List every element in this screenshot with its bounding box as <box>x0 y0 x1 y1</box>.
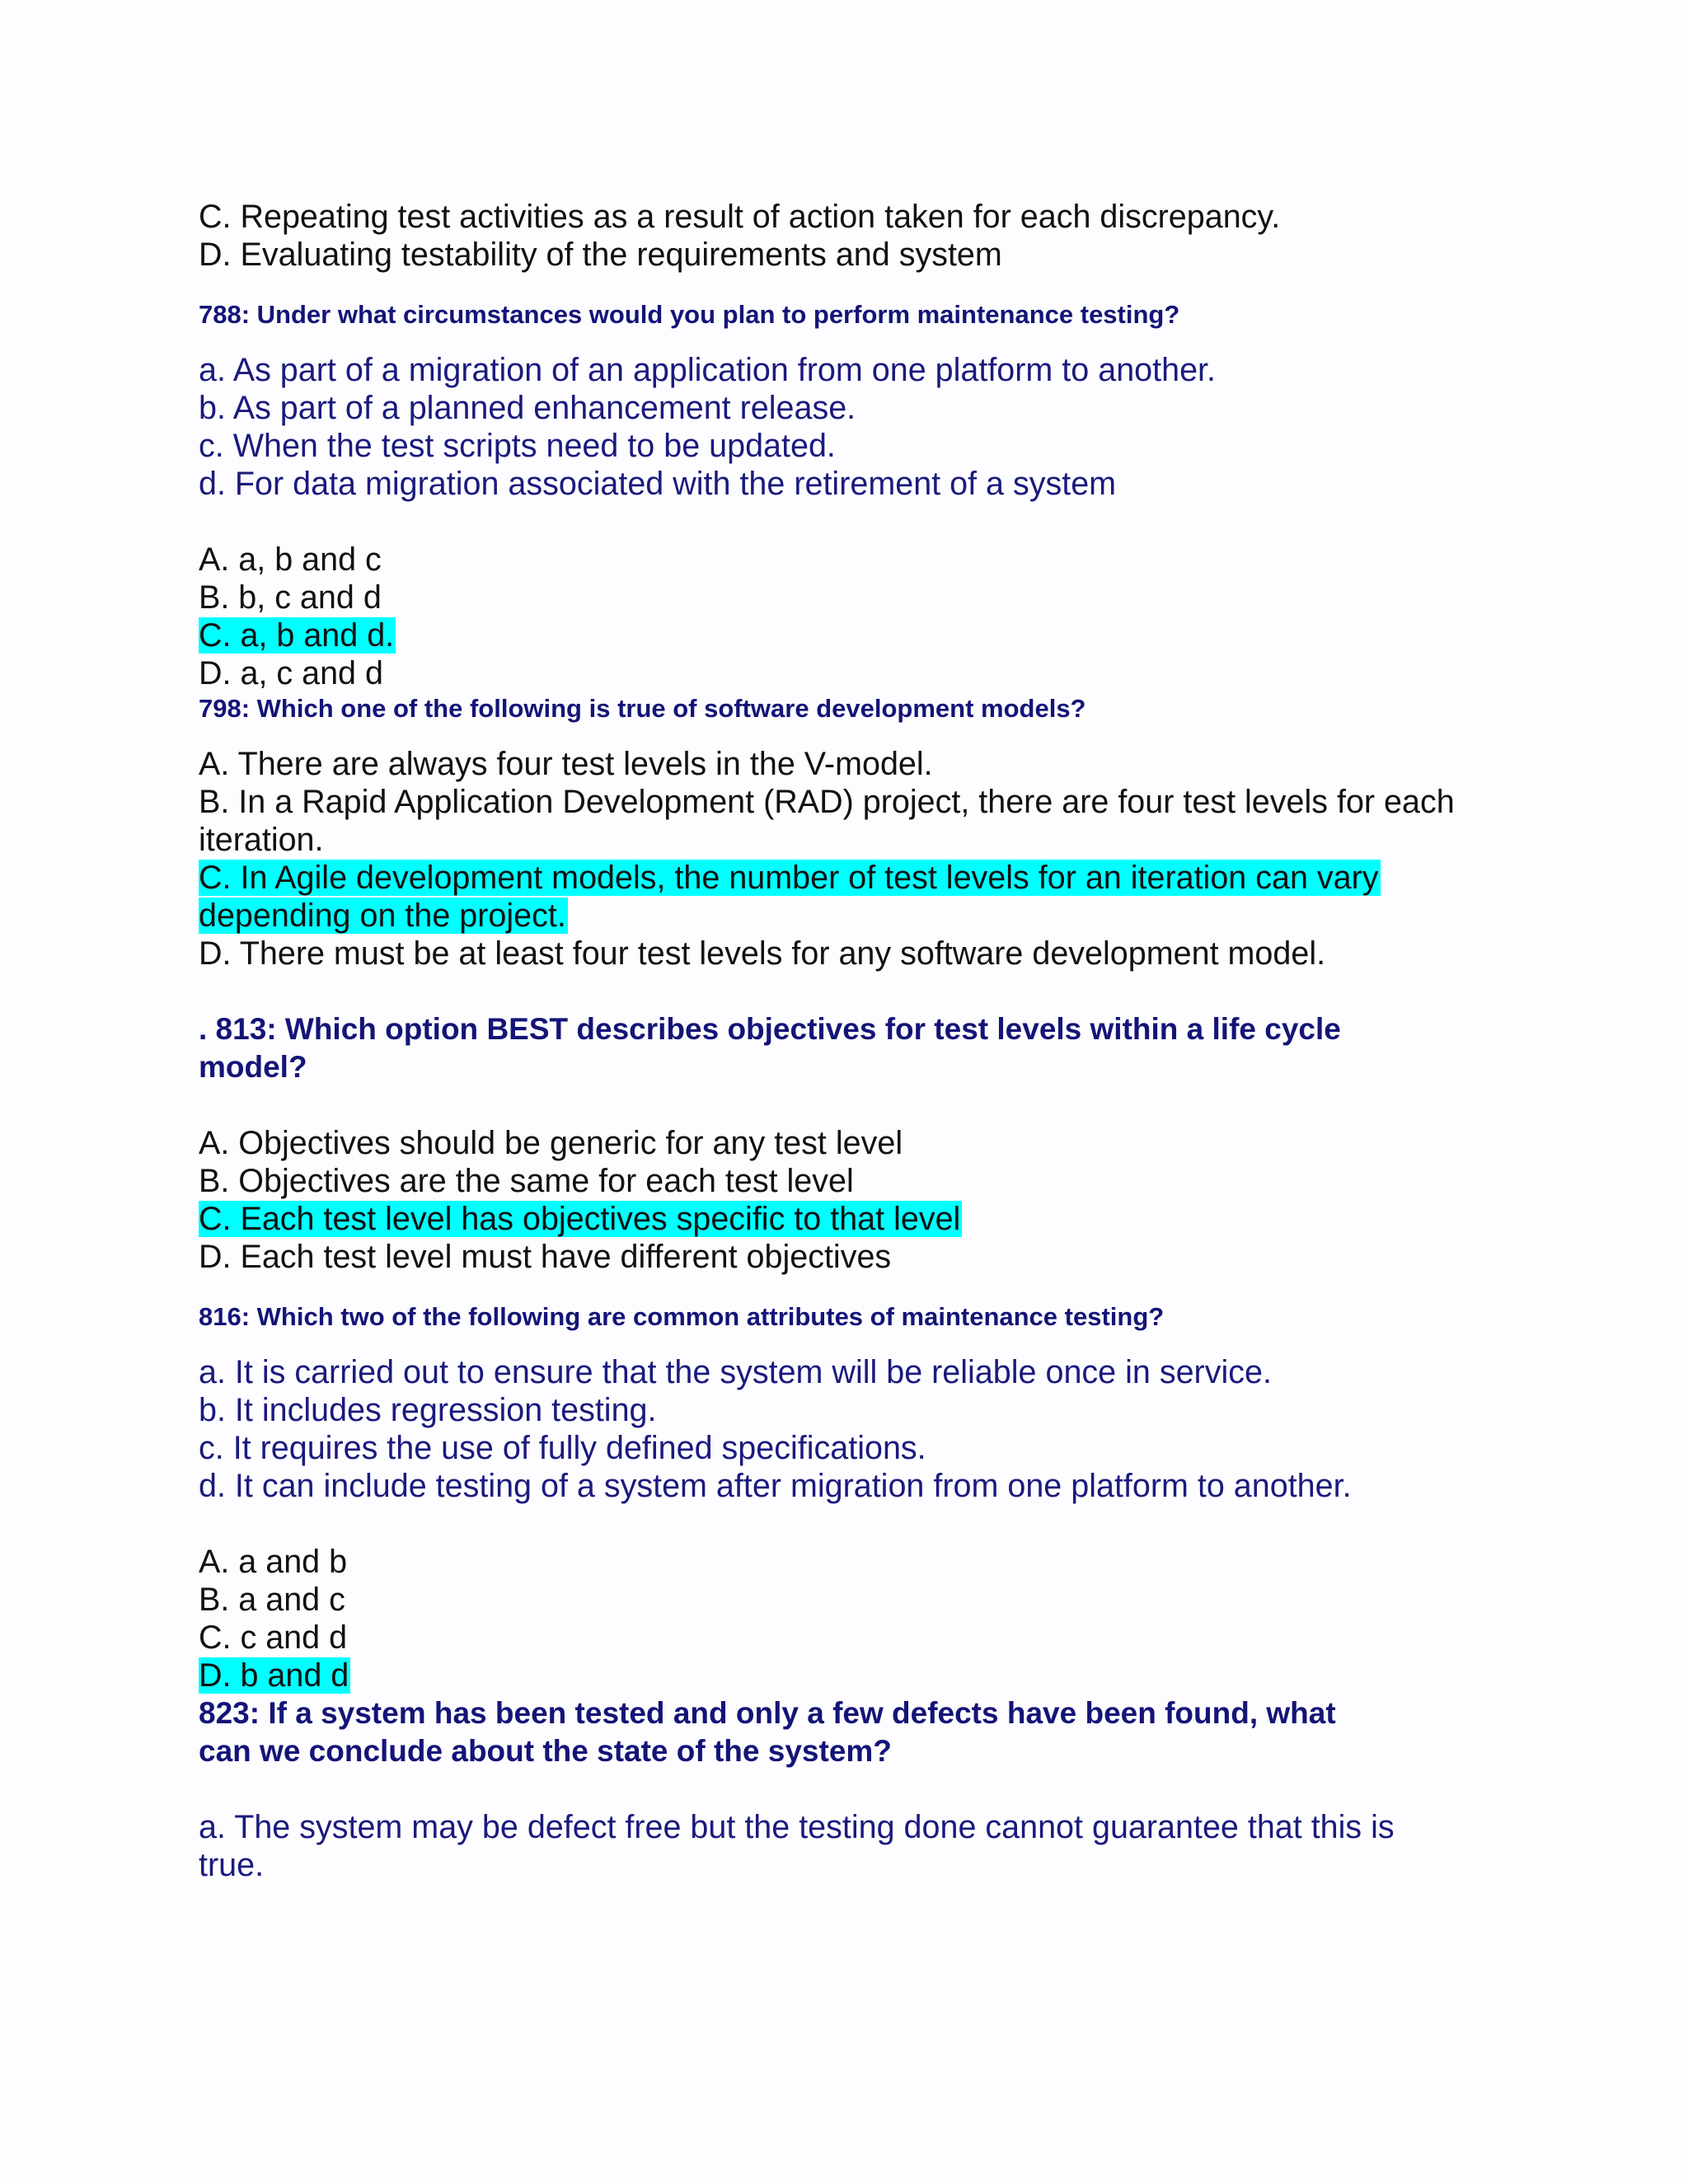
choice-c-correct <box>199 859 1493 897</box>
statement-a: a. As part of a migration of an application from one platform to another. <box>199 352 1216 388</box>
statement-a: a. It is carried out to ensure that the system will be reliable once in service. <box>199 1354 1272 1390</box>
question-813 <box>199 1010 1493 1276</box>
choice-d: D. a, c and d <box>199 655 383 691</box>
answer-highlight: depending on the project. <box>199 898 566 934</box>
choice-a: A. a and b <box>199 1544 348 1580</box>
statement-a: a. The system may be defect free but the testing done cannot guarantee that this is <box>199 1809 1395 1845</box>
question-823 <box>199 1694 1493 1884</box>
question-816 <box>199 1301 1493 1694</box>
choice-c-correct-continued <box>199 897 1493 935</box>
choice-b: B. In a Rapid Application Development (RAD) project, there are four test levels for each <box>199 784 1455 820</box>
statement-b: b. As part of a planned enhancement release. <box>199 390 856 426</box>
statement-d: d. For data migration associated with the retirement of a system <box>199 466 1117 502</box>
question-title: 788: Under what circumstances would you plan to perform maintenance testing? <box>199 300 1180 329</box>
choice-b-continued: iteration. <box>199 822 324 858</box>
question-title-continued: can we conclude about the state of the system? <box>199 1734 892 1768</box>
answer-highlight: C. In Agile development models, the number of test levels for an iteration can vary <box>199 860 1379 896</box>
choice-a: A. a, b and c <box>199 541 382 578</box>
statement-c: c. It requires the use of fully defined specifications. <box>199 1430 926 1466</box>
choice-a: A. Objectives should be generic for any test level <box>199 1125 903 1161</box>
answer-highlight: C. a, b and d. <box>199 617 395 654</box>
choice-c: C. c and d <box>199 1619 348 1656</box>
page-content <box>199 198 1493 1884</box>
choice-b: B. Objectives are the same for each test level <box>199 1163 854 1199</box>
choice-b: B. a and c <box>199 1582 345 1618</box>
choice-b: B. b, c and d <box>199 579 382 616</box>
choice-d: D. Each test level must have different objectives <box>199 1239 892 1275</box>
option-c: C. Repeating test activities as a result of action taken for each discrepancy. <box>199 199 1281 235</box>
choice-a: A. There are always four test levels in the V-model. <box>199 746 933 782</box>
question-title: . 813: Which option BEST describes objectives for test levels within a life cycle <box>199 1012 1341 1046</box>
question-title: 798: Which one of the following is true of software development models? <box>199 694 1086 723</box>
question-798 <box>199 692 1493 972</box>
answer-highlight: D. b and d <box>199 1657 349 1694</box>
statement-a-continued: true. <box>199 1847 265 1883</box>
choice-c-correct <box>199 616 1493 654</box>
statement-c: c. When the test scripts need to be updated. <box>199 428 836 464</box>
choice-d-correct <box>199 1657 1493 1694</box>
question-788 <box>199 298 1493 692</box>
option-d: D. Evaluating testability of the requirements and system <box>199 237 1002 273</box>
question-title: 823: If a system has been tested and only a few defects have been found, what <box>199 1696 1336 1730</box>
choice-d: D. There must be at least four test levels for any software development model. <box>199 935 1326 972</box>
question-title: 816: Which two of the following are common attributes of maintenance testing? <box>199 1302 1165 1331</box>
previous-question-options <box>199 198 1493 274</box>
statement-d: d. It can include testing of a system after migration from one platform to another. <box>199 1468 1352 1504</box>
answer-highlight: C. Each test level has objectives specific to that level <box>199 1201 961 1237</box>
statement-b: b. It includes regression testing. <box>199 1392 657 1428</box>
choice-c-correct <box>199 1200 1493 1238</box>
question-title-continued: model? <box>199 1050 307 1084</box>
